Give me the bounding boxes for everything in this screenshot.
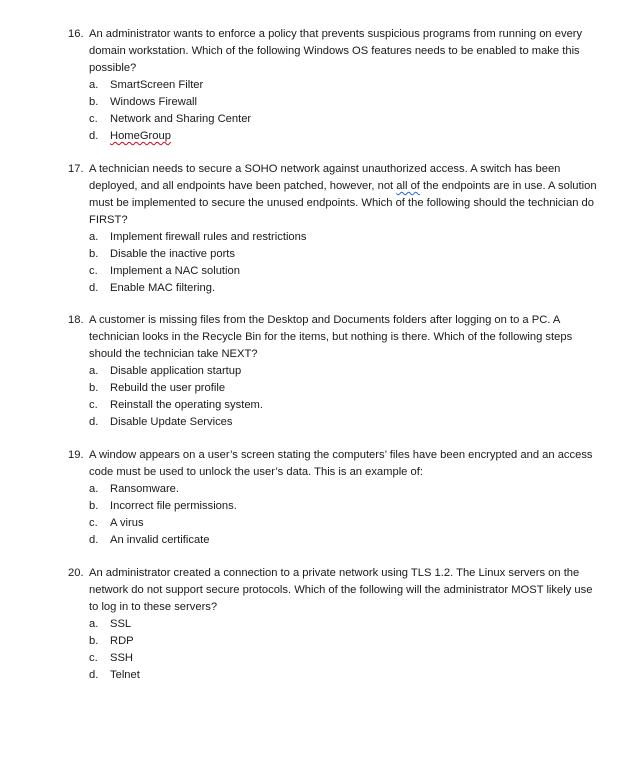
question-16: [68, 26, 598, 145]
answer-option-d: [68, 532, 598, 549]
option-text: SSH: [110, 652, 134, 664]
question-text: A window appears on a user’s screen stating the computers’ files have been encrypted and an access code must be used to unlock the user’s data. This is an example of:: [89, 449, 593, 478]
option-text: Windows Firewall: [110, 96, 198, 108]
question-number: 17.: [68, 163, 84, 175]
answer-option-c: [68, 397, 598, 414]
answer-option-c: [68, 111, 598, 128]
question-stem: [68, 312, 598, 363]
answer-option-d: [68, 414, 598, 431]
option-letter: a.: [89, 365, 99, 377]
option-text: Enable MAC filtering.: [110, 282, 216, 294]
option-text-spellcheck-marked: HomeGroup: [110, 130, 171, 142]
question-19: [68, 447, 598, 549]
option-letter: b.: [89, 635, 99, 647]
question-text: An administrator wants to enforce a policy that prevents suspicious programs from running on every domain workstation. Which of the following Windows OS features needs to be enabled to make this possible?: [89, 28, 583, 74]
answer-options: [68, 616, 598, 684]
answer-options: [68, 363, 598, 431]
answer-option-a: [68, 481, 598, 498]
answer-option-c: [68, 263, 598, 280]
option-letter: a.: [89, 79, 99, 91]
option-letter: c.: [89, 265, 98, 277]
option-letter: a.: [89, 618, 99, 630]
option-text: Ransomware.: [110, 483, 180, 495]
option-letter: c.: [89, 517, 98, 529]
answer-option-d: [68, 128, 598, 145]
answer-options: [68, 77, 598, 145]
option-letter: d.: [89, 669, 99, 681]
question-20: [68, 565, 598, 684]
question-text-part: A technician needs to secure a SOHO network against unauthorized access. A switch has been deployed, and all endpoints have been patched, however, not: [89, 163, 561, 192]
question-text: [89, 161, 598, 229]
question-18: [68, 312, 598, 431]
option-text: Incorrect file permissions.: [110, 500, 237, 512]
answer-option-a: [68, 229, 598, 246]
grammar-marked-text: all of: [396, 180, 420, 192]
option-text: SmartScreen Filter: [110, 79, 204, 91]
question-text: A customer is missing files from the Desktop and Documents folders after logging on to a PC. A technician looks in the Recycle Bin for the items, but nothing is there. Which of the following steps should the technician take NEXT?: [89, 314, 573, 360]
question-number: 18.: [68, 314, 84, 326]
option-text: Network and Sharing Center: [110, 113, 252, 125]
option-text: RDP: [110, 635, 134, 647]
option-text: An invalid certificate: [110, 534, 210, 546]
answer-option-d: [68, 667, 598, 684]
answer-option-b: [68, 94, 598, 111]
option-letter: b.: [89, 96, 99, 108]
answer-option-a: [68, 616, 598, 633]
answer-option-c: [68, 515, 598, 532]
option-letter: c.: [89, 399, 98, 411]
question-stem: [68, 565, 598, 616]
option-text: Implement firewall rules and restrictions: [110, 231, 307, 243]
answer-option-a: [68, 77, 598, 94]
answer-option-d: [68, 280, 598, 297]
option-letter: d.: [89, 416, 99, 428]
answer-option-b: [68, 380, 598, 397]
option-text: Disable Update Services: [110, 416, 233, 428]
question-number: 19.: [68, 449, 84, 461]
answer-option-c: [68, 650, 598, 667]
question-text: An administrator created a connection to a private network using TLS 1.2. The Linux servers on the network do not support secure protocols. Which of the following will the administrator MOST likely use to log in to these servers?: [89, 567, 593, 613]
answer-options: [68, 229, 598, 297]
answer-option-b: [68, 246, 598, 263]
option-letter: c.: [89, 652, 98, 664]
answer-option-a: [68, 363, 598, 380]
option-text: A virus: [110, 517, 144, 529]
question-stem: [68, 26, 598, 77]
option-letter: b.: [89, 382, 99, 394]
option-letter: a.: [89, 231, 99, 243]
option-letter: d.: [89, 534, 99, 546]
answer-options: [68, 481, 598, 549]
option-text: SSL: [110, 618, 132, 630]
question-stem: [68, 161, 598, 229]
option-text: Disable the inactive ports: [110, 248, 235, 260]
option-text: Disable application startup: [110, 365, 242, 377]
option-text: Reinstall the operating system.: [110, 399, 263, 411]
option-letter: d.: [89, 282, 99, 294]
option-letter: d.: [89, 130, 99, 142]
option-letter: c.: [89, 113, 98, 125]
question-number: 16.: [68, 28, 84, 40]
question-text-part: the endpoints are in use. A solution must be implemented to secure the unused endpoints. Which of the following should the technician do FIRST?: [89, 180, 597, 226]
question-stem: [68, 447, 598, 481]
option-letter: b.: [89, 248, 99, 260]
option-text: Rebuild the user profile: [110, 382, 226, 394]
option-letter: a.: [89, 483, 99, 495]
question-number: 20.: [68, 567, 84, 579]
option-text: Implement a NAC solution: [110, 265, 240, 277]
option-letter: b.: [89, 500, 99, 512]
question-17: [68, 161, 598, 297]
answer-option-b: [68, 633, 598, 650]
answer-option-b: [68, 498, 598, 515]
option-text: Telnet: [110, 669, 140, 681]
